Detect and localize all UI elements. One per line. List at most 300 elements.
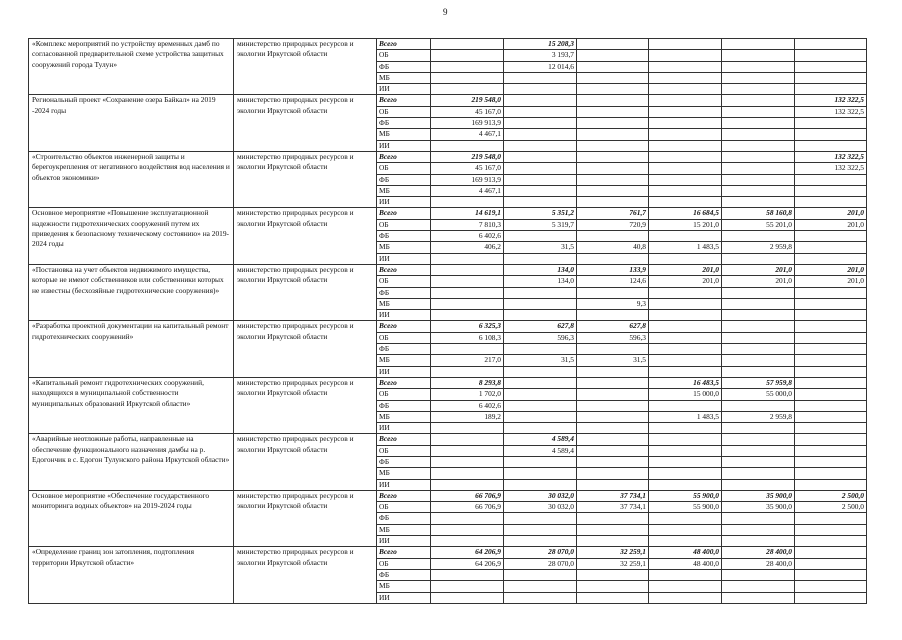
funding-source-label: Всего [377, 434, 431, 445]
amount-cell: 627,8 [504, 321, 577, 332]
amount-cell [431, 39, 504, 50]
amount-cell [649, 434, 722, 445]
funding-source-label: МБ [377, 129, 431, 140]
amount-cell [722, 197, 795, 208]
amount-cell [649, 231, 722, 242]
table-row [29, 321, 867, 332]
amount-cell [649, 72, 722, 83]
funding-source-label: ИИ [377, 592, 431, 603]
amount-cell [504, 524, 577, 535]
amount-cell [577, 84, 649, 95]
responsible-executor: министерство природных ресурсов и экологии Иркутской области [234, 377, 377, 433]
funding-source-label: Всего [377, 490, 431, 501]
amount-cell [795, 569, 867, 580]
measure-description: «Разработка проектной документации на капитальный ремонт гидротехнических сооружений» [29, 321, 234, 377]
table-row [29, 490, 867, 501]
amount-cell [722, 118, 795, 129]
amount-cell [722, 95, 795, 106]
amount-cell [649, 592, 722, 603]
amount-cell [795, 445, 867, 456]
amount-cell [649, 185, 722, 196]
amount-cell: 219 548,0 [431, 95, 504, 106]
amount-cell: 627,8 [577, 321, 649, 332]
amount-cell [649, 298, 722, 309]
measure-description: «Комплекс мероприятий по устройству временных дамб по согласованной предварительной схеме устройства защитных сооружений города Тулун» [29, 39, 234, 95]
funding-source-label: ФБ [377, 231, 431, 242]
amount-cell [722, 366, 795, 377]
amount-cell [577, 287, 649, 298]
amount-cell: 6 402,6 [431, 231, 504, 242]
amount-cell: 201,0 [795, 208, 867, 219]
amount-cell [577, 592, 649, 603]
amount-cell [504, 163, 577, 174]
amount-cell [795, 118, 867, 129]
amount-cell [504, 581, 577, 592]
amount-cell: 15 208,3 [504, 39, 577, 50]
table-row [29, 39, 867, 50]
amount-cell [431, 298, 504, 309]
amount-cell: 31,5 [504, 355, 577, 366]
amount-cell [577, 163, 649, 174]
table-row [29, 264, 867, 275]
amount-cell [577, 140, 649, 151]
amount-cell: 134,0 [504, 276, 577, 287]
amount-cell: 201,0 [795, 276, 867, 287]
funding-source-label: ОБ [377, 502, 431, 513]
amount-cell [795, 479, 867, 490]
amount-cell [431, 61, 504, 72]
amount-cell: 55 900,0 [649, 502, 722, 513]
amount-cell [577, 129, 649, 140]
table-row [29, 208, 867, 219]
funding-source-label: Всего [377, 95, 431, 106]
amount-cell: 132 322,5 [795, 163, 867, 174]
amount-cell: 7 810,3 [431, 219, 504, 230]
amount-cell [504, 253, 577, 264]
amount-cell [504, 106, 577, 117]
amount-cell: 596,3 [577, 332, 649, 343]
amount-cell [722, 61, 795, 72]
measure-description: «Строительство объектов инженерной защиты и берегоукрепления от негативного воздействия вод населения и объектов экономики» [29, 151, 234, 207]
funding-source-label: ИИ [377, 423, 431, 434]
amount-cell [722, 174, 795, 185]
amount-cell [722, 468, 795, 479]
funding-source-label: Всего [377, 151, 431, 162]
amount-cell [649, 581, 722, 592]
measure-description: «Аварийные неотложные работы, направленные на обеспечение функционального назначения дамбы на р. Едогончик в с. Едогон Тулунского района Иркутской области» [29, 434, 234, 490]
amount-cell [722, 513, 795, 524]
amount-cell [577, 50, 649, 61]
table-row [29, 434, 867, 445]
amount-cell [795, 513, 867, 524]
amount-cell [431, 84, 504, 95]
amount-cell [722, 524, 795, 535]
amount-cell [722, 456, 795, 467]
amount-cell [504, 344, 577, 355]
amount-cell [577, 253, 649, 264]
amount-cell: 45 167,0 [431, 106, 504, 117]
amount-cell [722, 536, 795, 547]
amount-cell [722, 151, 795, 162]
amount-cell [722, 106, 795, 117]
funding-source-label: ОБ [377, 50, 431, 61]
amount-cell [722, 400, 795, 411]
amount-cell [431, 366, 504, 377]
amount-cell [577, 174, 649, 185]
amount-cell [577, 95, 649, 106]
amount-cell: 4 589,4 [504, 445, 577, 456]
amount-cell [795, 231, 867, 242]
amount-cell [795, 536, 867, 547]
amount-cell [649, 84, 722, 95]
amount-cell: 30 032,0 [504, 490, 577, 501]
amount-cell [504, 389, 577, 400]
amount-cell [795, 72, 867, 83]
amount-cell: 189,2 [431, 411, 504, 422]
amount-cell [504, 174, 577, 185]
amount-cell [722, 344, 795, 355]
amount-cell [504, 366, 577, 377]
amount-cell: 66 706,9 [431, 502, 504, 513]
funding-source-label: ИИ [377, 253, 431, 264]
funding-source-label: ИИ [377, 310, 431, 321]
amount-cell [577, 377, 649, 388]
funding-source-label: ОБ [377, 106, 431, 117]
amount-cell [795, 592, 867, 603]
responsible-executor: министерство природных ресурсов и экологии Иркутской области [234, 321, 377, 377]
measure-description: Основное мероприятие «Обеспечение государственного мониторинга водных объектов» на 2019-2024 годы [29, 490, 234, 546]
amount-cell: 720,9 [577, 219, 649, 230]
amount-cell [504, 513, 577, 524]
amount-cell [795, 242, 867, 253]
amount-cell [504, 411, 577, 422]
amount-cell [504, 468, 577, 479]
amount-cell: 2 500,0 [795, 502, 867, 513]
amount-cell: 32 259,1 [577, 558, 649, 569]
amount-cell: 201,0 [795, 264, 867, 275]
amount-cell: 4 589,4 [504, 434, 577, 445]
amount-cell [504, 118, 577, 129]
amount-cell [431, 72, 504, 83]
amount-cell [577, 61, 649, 72]
funding-source-label: МБ [377, 411, 431, 422]
amount-cell: 1 483,5 [649, 242, 722, 253]
funding-source-label: Всего [377, 208, 431, 219]
amount-cell [577, 400, 649, 411]
funding-table [28, 38, 867, 604]
funding-source-label: ФБ [377, 344, 431, 355]
amount-cell [795, 434, 867, 445]
amount-cell [577, 106, 649, 117]
amount-cell [649, 366, 722, 377]
amount-cell: 132 322,5 [795, 106, 867, 117]
amount-cell [649, 95, 722, 106]
amount-cell [431, 479, 504, 490]
amount-cell: 12 014,6 [504, 61, 577, 72]
amount-cell: 2 959,8 [722, 411, 795, 422]
measure-description: «Постановка на учет объектов недвижимого имущества, которые не имеют собственников или собственники которых не известны (бесхозяйные гидротехнические сооружения)» [29, 264, 234, 320]
amount-cell [722, 355, 795, 366]
amount-cell [649, 197, 722, 208]
amount-cell [649, 332, 722, 343]
funding-source-label: ФБ [377, 513, 431, 524]
amount-cell [649, 61, 722, 72]
amount-cell [795, 411, 867, 422]
amount-cell: 219 548,0 [431, 151, 504, 162]
amount-cell [795, 377, 867, 388]
amount-cell [577, 344, 649, 355]
amount-cell [577, 524, 649, 535]
amount-cell [795, 84, 867, 95]
amount-cell [649, 253, 722, 264]
amount-cell [795, 332, 867, 343]
amount-cell [649, 174, 722, 185]
amount-cell: 37 734,1 [577, 502, 649, 513]
amount-cell [431, 434, 504, 445]
amount-cell [722, 332, 795, 343]
amount-cell [504, 569, 577, 580]
amount-cell [722, 310, 795, 321]
funding-source-label: ИИ [377, 197, 431, 208]
responsible-executor: министерство природных ресурсов и экологии Иркутской области [234, 95, 377, 151]
amount-cell [431, 310, 504, 321]
amount-cell: 16 684,5 [649, 208, 722, 219]
amount-cell [649, 479, 722, 490]
funding-source-label: ФБ [377, 61, 431, 72]
amount-cell [795, 366, 867, 377]
amount-cell [649, 321, 722, 332]
amount-cell [504, 129, 577, 140]
amount-cell [722, 434, 795, 445]
amount-cell: 406,2 [431, 242, 504, 253]
amount-cell [577, 118, 649, 129]
funding-source-label: ИИ [377, 140, 431, 151]
funding-source-label: ОБ [377, 332, 431, 343]
amount-cell [577, 197, 649, 208]
amount-cell [504, 479, 577, 490]
amount-cell [504, 231, 577, 242]
funding-source-label: ФБ [377, 456, 431, 467]
funding-source-label: МБ [377, 581, 431, 592]
amount-cell: 5 351,2 [504, 208, 577, 219]
amount-cell [577, 39, 649, 50]
funding-source-label: ОБ [377, 163, 431, 174]
amount-cell: 9,3 [577, 298, 649, 309]
amount-cell: 6 325,3 [431, 321, 504, 332]
funding-source-label: ОБ [377, 276, 431, 287]
amount-cell [504, 185, 577, 196]
amount-cell: 14 619,1 [431, 208, 504, 219]
amount-cell [504, 377, 577, 388]
amount-cell [577, 536, 649, 547]
amount-cell [504, 456, 577, 467]
amount-cell [722, 39, 795, 50]
amount-cell [795, 174, 867, 185]
funding-source-label: МБ [377, 242, 431, 253]
funding-source-label: ОБ [377, 219, 431, 230]
amount-cell [722, 72, 795, 83]
amount-cell [649, 468, 722, 479]
amount-cell [504, 536, 577, 547]
amount-cell: 132 322,5 [795, 95, 867, 106]
funding-source-label: МБ [377, 524, 431, 535]
table-row [29, 95, 867, 106]
amount-cell [577, 468, 649, 479]
amount-cell [577, 581, 649, 592]
amount-cell: 169 913,9 [431, 174, 504, 185]
amount-cell [649, 118, 722, 129]
amount-cell [431, 445, 504, 456]
amount-cell [795, 39, 867, 50]
amount-cell: 55 201,0 [722, 219, 795, 230]
amount-cell: 55 000,0 [722, 389, 795, 400]
amount-cell: 1 483,5 [649, 411, 722, 422]
amount-cell: 6 402,6 [431, 400, 504, 411]
amount-cell [795, 547, 867, 558]
amount-cell: 40,8 [577, 242, 649, 253]
funding-source-label: ФБ [377, 118, 431, 129]
amount-cell [577, 366, 649, 377]
amount-cell [722, 581, 795, 592]
amount-cell [431, 50, 504, 61]
amount-cell [577, 231, 649, 242]
amount-cell [431, 423, 504, 434]
amount-cell [649, 536, 722, 547]
amount-cell [431, 569, 504, 580]
amount-cell [431, 276, 504, 287]
amount-cell [722, 253, 795, 264]
amount-cell [504, 423, 577, 434]
amount-cell: 28 400,0 [722, 547, 795, 558]
amount-cell [722, 84, 795, 95]
amount-cell [577, 479, 649, 490]
funding-source-label: ФБ [377, 569, 431, 580]
amount-cell: 2 959,8 [722, 242, 795, 253]
amount-cell [722, 185, 795, 196]
amount-cell [722, 129, 795, 140]
amount-cell [649, 513, 722, 524]
funding-source-label: Всего [377, 377, 431, 388]
amount-cell [504, 287, 577, 298]
amount-cell [431, 536, 504, 547]
funding-source-label: ФБ [377, 400, 431, 411]
amount-cell [722, 287, 795, 298]
amount-cell: 201,0 [722, 276, 795, 287]
amount-cell [722, 569, 795, 580]
amount-cell [577, 456, 649, 467]
amount-cell [577, 72, 649, 83]
funding-source-label: ОБ [377, 389, 431, 400]
amount-cell: 2 500,0 [795, 490, 867, 501]
amount-cell [649, 50, 722, 61]
amount-cell: 124,6 [577, 276, 649, 287]
amount-cell [649, 355, 722, 366]
amount-cell [431, 287, 504, 298]
amount-cell [795, 389, 867, 400]
amount-cell: 15 201,0 [649, 219, 722, 230]
amount-cell [722, 163, 795, 174]
amount-cell: 4 467,1 [431, 129, 504, 140]
responsible-executor: министерство природных ресурсов и экологии Иркутской области [234, 490, 377, 546]
amount-cell: 132 322,5 [795, 151, 867, 162]
funding-source-label: ФБ [377, 174, 431, 185]
amount-cell [795, 321, 867, 332]
amount-cell [649, 524, 722, 535]
amount-cell [504, 298, 577, 309]
amount-cell [431, 581, 504, 592]
amount-cell [795, 287, 867, 298]
amount-cell [504, 197, 577, 208]
amount-cell: 6 108,3 [431, 332, 504, 343]
amount-cell: 48 400,0 [649, 547, 722, 558]
amount-cell: 28 070,0 [504, 558, 577, 569]
table-row [29, 377, 867, 388]
amount-cell: 37 734,1 [577, 490, 649, 501]
amount-cell [795, 524, 867, 535]
amount-cell: 30 032,0 [504, 502, 577, 513]
amount-cell: 134,0 [504, 264, 577, 275]
responsible-executor: министерство природных ресурсов и экологии Иркутской области [234, 434, 377, 490]
amount-cell: 8 293,8 [431, 377, 504, 388]
amount-cell [795, 129, 867, 140]
amount-cell [649, 456, 722, 467]
funding-source-label: ФБ [377, 287, 431, 298]
amount-cell: 66 706,9 [431, 490, 504, 501]
amount-cell [795, 423, 867, 434]
amount-cell [431, 524, 504, 535]
amount-cell [795, 253, 867, 264]
amount-cell [504, 592, 577, 603]
table-row [29, 151, 867, 162]
amount-cell [649, 151, 722, 162]
amount-cell [649, 129, 722, 140]
amount-cell [722, 298, 795, 309]
funding-source-label: Всего [377, 39, 431, 50]
amount-cell [649, 569, 722, 580]
amount-cell [722, 321, 795, 332]
amount-cell [431, 456, 504, 467]
amount-cell [795, 298, 867, 309]
amount-cell: 1 702,0 [431, 389, 504, 400]
amount-cell [795, 197, 867, 208]
amount-cell [795, 456, 867, 467]
funding-source-label: Всего [377, 321, 431, 332]
amount-cell [795, 400, 867, 411]
amount-cell [431, 264, 504, 275]
amount-cell [649, 163, 722, 174]
amount-cell: 4 467,1 [431, 185, 504, 196]
amount-cell [649, 140, 722, 151]
amount-cell [577, 310, 649, 321]
amount-cell: 217,0 [431, 355, 504, 366]
funding-source-label: МБ [377, 298, 431, 309]
amount-cell [795, 50, 867, 61]
funding-source-label: МБ [377, 72, 431, 83]
amount-cell [504, 140, 577, 151]
amount-cell: 15 000,0 [649, 389, 722, 400]
amount-cell [577, 151, 649, 162]
amount-cell: 58 160,8 [722, 208, 795, 219]
amount-cell [431, 468, 504, 479]
amount-cell [795, 61, 867, 72]
amount-cell [722, 231, 795, 242]
responsible-executor: министерство природных ресурсов и экологии Иркутской области [234, 264, 377, 320]
amount-cell: 201,0 [795, 219, 867, 230]
amount-cell [722, 592, 795, 603]
amount-cell: 32 259,1 [577, 547, 649, 558]
amount-cell [504, 400, 577, 411]
amount-cell: 55 900,0 [649, 490, 722, 501]
